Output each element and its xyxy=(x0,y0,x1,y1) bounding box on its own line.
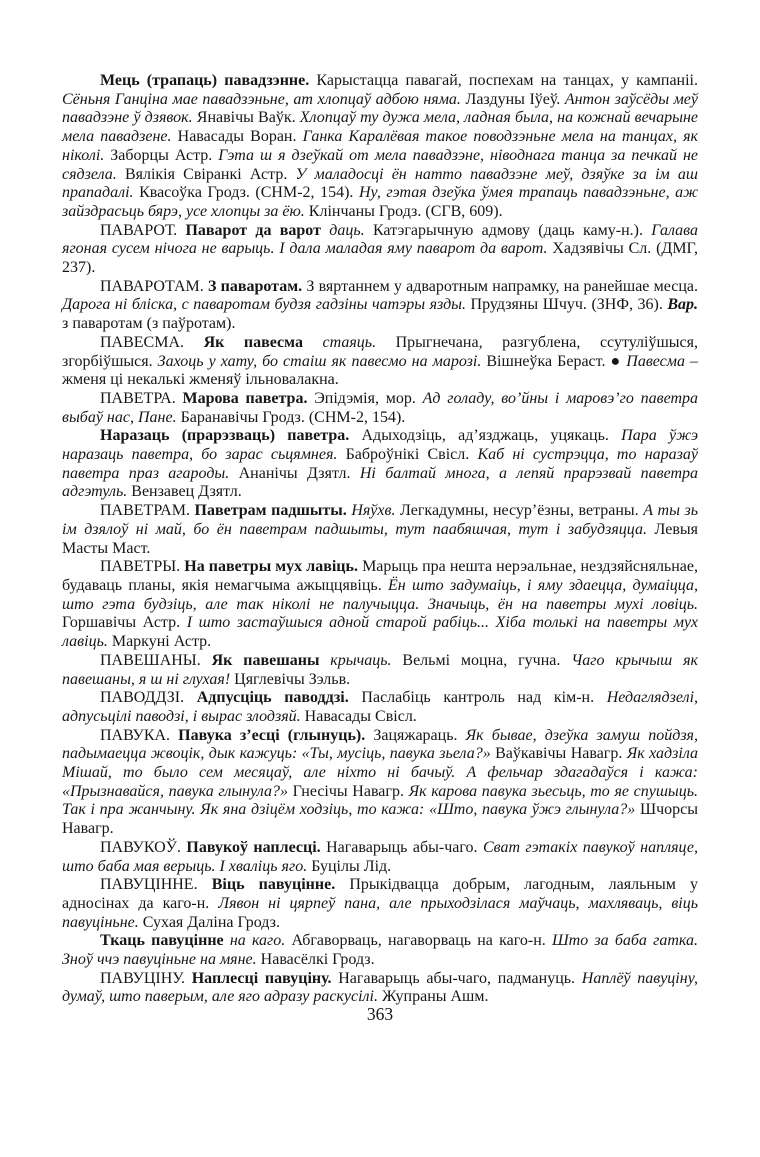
dictionary-entry xyxy=(62,839,698,876)
entry-example: Павесма xyxy=(626,352,691,370)
entry-text: Нагаварыць абы-чаго. xyxy=(326,838,483,856)
entry-example: Захоць у хату, бо стаіш як павесмо на марозі. xyxy=(157,352,487,370)
entry-text: Прудзяны Шчуч. (ЗНФ, 36). xyxy=(470,296,668,314)
entry-text: Ваўкавічы Навагр. xyxy=(495,745,627,763)
entry-example: Пара ўжэ наразаць паветра, бо зарас сьцямнея. xyxy=(62,427,699,464)
entry-text: ПАВЕТРА. xyxy=(100,389,183,407)
entry-text: З вяртаннем у адваротным напрамку, на ранейшае месца. xyxy=(306,277,699,295)
entry-text: ПАВОДДЗІ. xyxy=(100,689,197,707)
entry-text: Хадзявічы Сл. (ДМГ, 237). xyxy=(62,240,698,277)
entry-text: Легкадумны, несур’ёзны, ветраны. xyxy=(400,502,644,520)
entry-phrase: Наплесці павуціну. xyxy=(191,969,339,987)
entry-text: Баброўнікі Свісл. xyxy=(345,446,478,464)
entry-text: ПАВЕТРЫ. xyxy=(100,558,185,576)
dictionary-entry xyxy=(62,72,698,222)
entry-text: Буцілы Лід. xyxy=(311,857,392,875)
dictionary-entry xyxy=(62,689,698,726)
entry-example: Сват гэтакіх павукоў напляце, што баба мая верыць. І хваліць яго. xyxy=(62,838,699,875)
entry-text: ПАВУКОЎ. xyxy=(100,838,187,856)
entry-phrase: Паварот да варот xyxy=(185,221,330,239)
entry-example: Як хадзіла Мішай, то было сем месяцаў, але ніхто ні бачыў. А фельчар здагадаўся і кажа: «Прызнавайся, павука глынула?» xyxy=(62,745,699,800)
entry-example: А ты зь ім дзялоў ні май, бо ён паветрам падшыты, тут паабяшчая, тут і забудзяцца. xyxy=(62,502,699,538)
entry-phrase: Павука з’есці (глынуць). xyxy=(178,726,374,744)
entry-text: Заборцы Астр. xyxy=(110,146,219,164)
entry-phrase: З паваротам. xyxy=(207,277,307,295)
dictionary-entry xyxy=(62,932,698,969)
entry-example: Ну, гэтая дзеўка ўмея трапаць павадзэньне, аж зайздрасьць бярэ, усе хлопцы за ёю. xyxy=(62,184,699,220)
entry-text: ПАВУЦІНУ. xyxy=(100,969,192,987)
dictionary-entry xyxy=(62,502,698,558)
entry-text: Зацяжараць. xyxy=(373,726,466,744)
entry-text: Цяглевічы Зэльв. xyxy=(234,670,351,688)
entry-phrase: На паветры мух лавіць. xyxy=(184,558,363,576)
entry-text: Адыходзіць, ад’язджаць, уцякаць. xyxy=(361,427,622,445)
entry-text: Прыкідвацца добрым, лагодным, лаяльным у адносінах да каго-н. xyxy=(62,876,698,912)
entry-text: з паваротам (з паўротам). xyxy=(62,315,236,333)
entry-text: ПАВЕТРАМ. xyxy=(100,502,195,520)
entry-example: Каб ні сустрэцца, то наразаў паветра праз агароды. xyxy=(62,446,698,482)
entry-example: Ні балтай многа, а лепяй прарэзвай паветра адгэтуль. xyxy=(62,464,699,501)
dictionary-text-block xyxy=(62,72,698,1007)
entry-text: Вельмі моцна, гучна. xyxy=(402,651,572,669)
entry-example: Як бывае, дзеўка замуш пойдзя, падымаецца жвоцік, дык кажуць: «Ты, мусіць, павука зьела?» xyxy=(62,726,698,763)
dictionary-entry xyxy=(62,727,698,839)
entry-text: Навасёлкі Гродз. xyxy=(260,951,375,969)
dictionary-entry xyxy=(62,876,698,932)
entry-example: Лявон ні цярпеў пана, але прыходзілася маўчаць, махляваць, віць павуціньне. xyxy=(62,894,698,931)
entry-example: Сёньня Ганціна мае павадзэньне, ат хлопцаў адбою няма. xyxy=(62,90,466,108)
dictionary-entry xyxy=(62,278,698,334)
entry-text: Вензавец Дзятл. xyxy=(131,483,242,501)
entry-text: Карыстацца павагай, поспехам на танцах, у кампаніі. xyxy=(309,72,699,89)
entry-example: І што застаўшыся адной старой рабіць... Хіба толькі на паветры мух лавіць. xyxy=(62,614,698,651)
entry-text: Горшавічы Астр. xyxy=(62,614,187,632)
entry-text: ПАВУКА. xyxy=(100,726,179,744)
entry-text: Сухая Даліна Гродз. xyxy=(142,913,280,931)
entry-example: крычаць. xyxy=(330,651,403,669)
dictionary-entry xyxy=(62,427,698,502)
dictionary-entry xyxy=(62,652,698,689)
entry-example: стаяць. xyxy=(322,333,396,351)
entry-phrase: Як павесма xyxy=(203,333,323,351)
dictionary-entry xyxy=(62,558,698,652)
entry-phrase: Паветрам падшыты. xyxy=(194,502,352,520)
entry-phrase: Віць павуцінне. xyxy=(211,876,350,894)
entry-example: Наплёў павуціну, думаў, што паверым, але яго адразу раскусілі. xyxy=(62,969,698,1006)
entry-text: Прыгнечана, разгублена, ссутуліўшыся, згорбіўшыся. xyxy=(62,333,698,370)
entry-text: ПАВАРОТАМ. xyxy=(100,277,208,295)
entry-text: – жменя ці некалькі жменяў ільновалакна. xyxy=(62,352,699,389)
entry-text: Нагаварыць абы-чаго, падмануць. xyxy=(338,969,582,987)
entry-text: Клінчаны Гродз. (СГВ, 609). xyxy=(308,202,503,220)
entry-text: Квасоўка Гродз. (СНМ-2, 154). xyxy=(139,184,359,202)
entry-text: Навасады Свісл. xyxy=(304,707,417,725)
entry-phrase: Адпусціць паводдзі. xyxy=(196,689,362,707)
entry-text: Баранавічы Гродз. (СНМ-2, 154). xyxy=(180,408,406,426)
entry-text: Гнесічы Навагр. xyxy=(292,782,409,800)
entry-text: Марыць пра нешта нерэальнае, нездзяйсняльнае, будаваць планы, якія немагчыма ажыццявіць. xyxy=(62,558,698,594)
entry-example: Чаго крычыш як павешаны, я ш ні глухая! xyxy=(62,651,698,688)
entry-text: Вішнеўка Бераст. ● xyxy=(486,352,627,370)
entry-phrase: Марова паветра. xyxy=(182,389,315,407)
dictionary-entry xyxy=(62,222,698,278)
entry-text: Шчорсы Навагр. xyxy=(62,801,698,838)
entry-example: Хлопцаў ту дужа мела, ладная была, на кожнай вечарыне мела павадзене. xyxy=(62,109,698,146)
entry-phrase: Як павешаны xyxy=(211,651,331,669)
entry-phrase: Ткаць павуцінне xyxy=(100,932,230,950)
entry-text: Левыя Масты Маст. xyxy=(62,520,698,557)
dictionary-entry xyxy=(62,970,698,1007)
dictionary-entry xyxy=(62,390,698,427)
entry-text: Эпідэмія, мор. xyxy=(314,389,423,407)
entry-phrase: Павукоў наплесці. xyxy=(186,838,327,856)
entry-text: Вялікія Свіранкі Астр. xyxy=(124,165,296,183)
entry-example: Як карова павука зьесьць, то яе спушыць. Так і пра жанчыну. Як яна дзіцём ходзіць, то кажа: «Што, павука ўжэ глынула?» xyxy=(62,782,699,819)
entry-text: Навасады Воран. xyxy=(177,128,303,146)
dictionary-entry xyxy=(62,334,698,390)
entry-example: Ганка Каралёвая такое поводзэньне мела на танцах, як ніколі. xyxy=(62,128,698,164)
entry-text: ПАВЕСМА. xyxy=(100,333,204,351)
entry-example: Галава ягоная сусем нічога не варыць. І дала маладая яму паварот да варот. xyxy=(62,221,699,258)
entry-example: У маладосці ён натто павадзэне меў, дзяўке за ім аш прападалі. xyxy=(62,165,699,202)
entry-example: даць. xyxy=(329,221,373,239)
entry-text: Катэгарычную адмову (даць каму-н.). xyxy=(372,221,652,239)
entry-text: Лаздуны Іўеў. xyxy=(465,90,565,108)
entry-example: Ён што задумаіць, і яму здаецца, думаіцца, што гэта будзіць, але так ніколі не палучыцца. Значыць, ён на паветры мухі ловіць. xyxy=(62,576,698,613)
entry-example: Ад голаду, во’йны і маровэ’го паветра выбаў нас, Пане. xyxy=(62,389,699,426)
entry-text: Ананічы Дзятл. xyxy=(238,464,360,482)
entry-phrase: Мець (трапаць) павадзэнне. xyxy=(100,72,310,89)
entry-text: ПАВЕШАНЫ. xyxy=(100,651,212,669)
entry-example: Антон заўсёды меў павадзэне ў дзявок. xyxy=(62,90,699,127)
entry-example: Што за баба гатка. Зноў ччэ павуціньне на мяне. xyxy=(62,932,698,969)
entry-text: Янавічы Ваўк. xyxy=(196,109,300,127)
entry-example: на каго. xyxy=(229,932,292,950)
entry-text: ПАВАРОТ. xyxy=(100,221,186,239)
entry-text: Абгаворваць, нагаворваць на каго-н. xyxy=(291,932,552,950)
entry-example: Недаглядзелі, адпусьцілі паводзі, і вырас злодзяй. xyxy=(62,689,699,725)
entry-example: Дарога ні бліска, с паваротам будзя гадзіны чатэры язды. xyxy=(62,296,471,314)
entry-phrase: Наразаць (прарэзваць) паветра. xyxy=(100,427,362,445)
entry-text: Паслабіць кантроль над кім-н. xyxy=(361,689,607,707)
page-number: 363 xyxy=(366,1004,394,1024)
entry-text: Маркуні Астр. xyxy=(111,633,212,651)
entry-example: Гэта ш я дзеўкай от мела павадзэне, ніводнага танца за печкай не сядзела. xyxy=(62,146,698,183)
entry-text: ПАВУЦІННЕ. xyxy=(100,876,212,894)
entry-variant-label: Вар. xyxy=(667,296,699,314)
entry-text: Жупраны Ашм. xyxy=(381,988,489,1006)
entry-example: Няўхв. xyxy=(351,502,400,520)
